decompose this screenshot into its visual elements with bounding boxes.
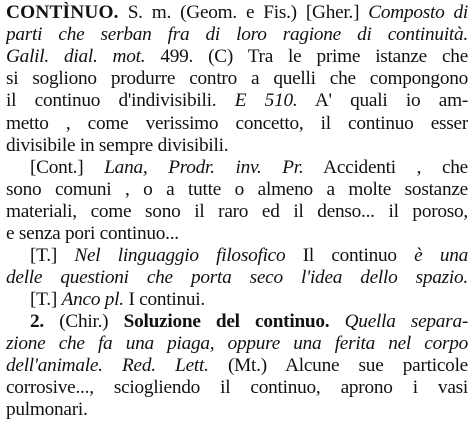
- citation-page: 499.: [160, 46, 194, 67]
- quotation-text: e senza pori continuo...: [6, 223, 179, 244]
- quotation-text: sono comuni , o a tutte o almeno a molte sostanze: [6, 179, 468, 200]
- cont-line-1: [30, 157, 468, 179]
- definition-text: Anco pl.: [61, 289, 124, 310]
- definition-text: dell'animale.: [6, 355, 103, 376]
- source-tag: [Gher.]: [305, 2, 360, 23]
- domain-label: (Geom. e Fis.): [180, 2, 297, 23]
- definition-text: Composto di: [368, 2, 468, 23]
- t1-line-1: [30, 245, 468, 267]
- sense2-line-4: [6, 377, 468, 399]
- part-of-speech: S. m.: [127, 2, 172, 23]
- entry-line-5: [6, 90, 468, 112]
- entry-line-6: [6, 113, 468, 135]
- definition-text: delle questioni che porta seco l'idea dello spazio.: [6, 267, 468, 288]
- sense-number: 2.: [30, 311, 44, 332]
- quotation-text: materiali, come sono il raro ed il denso... il poroso,: [6, 201, 468, 222]
- definition-text: Nel linguaggio filosofico: [74, 245, 286, 266]
- sense2-line-3: [6, 355, 468, 377]
- quotation-text: metto , come verissimo concetto, il continuo esser: [6, 113, 468, 134]
- entry-line-3: [6, 46, 468, 68]
- definition-text: è una: [414, 245, 468, 266]
- sense2-line-2: [6, 333, 468, 355]
- definition-text: Quella separa-: [344, 311, 468, 332]
- quotation-text: il continuo d'indivisibili.: [6, 90, 217, 111]
- sense-term: Soluzione del continuo.: [123, 311, 330, 332]
- quotation-text: A' quali io am-: [314, 90, 468, 111]
- definition-text: parti che serban fra di loro ragione di continuità.: [6, 24, 468, 45]
- citation-source: E 510.: [234, 90, 298, 111]
- cont-line-3: [6, 201, 468, 223]
- example-text: Il continuo: [302, 245, 397, 266]
- citation-source: Lana, Prodr. inv. Pr.: [104, 157, 304, 178]
- quotation-text: corrosive..., sciogliendo il continuo, aprono i vasi: [6, 377, 468, 398]
- source-tag: [T.]: [30, 245, 58, 266]
- quotation-text: si sogliono produrre contro a quelli che compongono: [6, 68, 468, 89]
- quotation-text: Accidenti , che: [323, 157, 468, 178]
- domain-label: (Chir.): [59, 311, 109, 332]
- cont-line-4: [6, 223, 468, 245]
- citation-source: Red. Lett.: [122, 355, 209, 376]
- quotation-text: Tra le prime istanze che: [247, 46, 468, 67]
- t2-line: [30, 289, 468, 311]
- sense2-line-1: [30, 311, 468, 333]
- citation-tag: (Mt.): [227, 355, 267, 376]
- citation-source: Galil. dial. mot.: [6, 46, 146, 67]
- cont-line-2: [6, 179, 468, 201]
- entry-line-1: [6, 2, 468, 24]
- sense2-line-5: [6, 399, 468, 421]
- quotation-text: pulmonari.: [6, 399, 88, 420]
- source-tag: [Cont.]: [30, 157, 84, 178]
- citation-tag: (C): [208, 46, 234, 67]
- example-text: I continui.: [128, 289, 205, 310]
- headword: CONTÌNUO.: [6, 2, 119, 23]
- source-tag: [T.]: [30, 289, 58, 310]
- quotation-text: divisibile in sempre divisibili.: [6, 135, 229, 156]
- entry-line-7: [6, 135, 468, 157]
- definition-text: zione che fa una piaga, oppure una ferita nel corpo: [6, 333, 468, 354]
- entry-line-2: [6, 24, 468, 46]
- t1-line-2: [6, 267, 468, 289]
- quotation-text: Alcune sue particole: [285, 355, 468, 376]
- entry-line-4: [6, 68, 468, 90]
